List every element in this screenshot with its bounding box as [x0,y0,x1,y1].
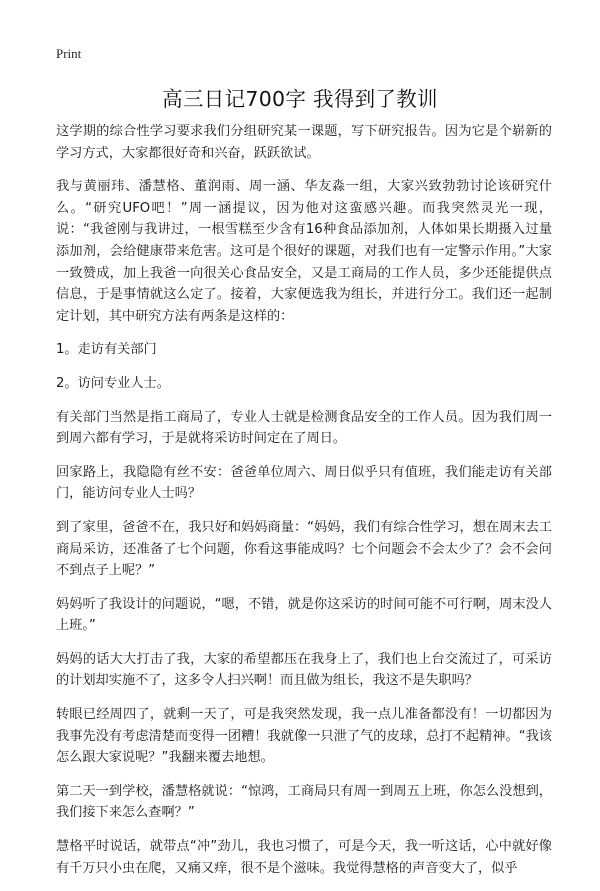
print-link[interactable]: Print [56,46,82,61]
paragraph: 我与黄丽玮、潘慧格、董润雨、周一涵、华友淼一组，大家兴致勃勃讨论该研究什么。“研究UFO吧！”周一涵提议，因为他对这蛮感兴趣。而我突然灵光一现，说：“我爸刚与我讲过，一根雪糕至少含有16种食品添加剂，人体如果长期摄入过量添加剂，会给健康带来危害。这可是个很好的课题，对我们也有一定警示作用。”大家一致赞成，加上我爸一向很关心食品安全，又是工商局的工作人员，多少还能提供点信息，于是事情就这么定了。接着，大家便选我为组长，并进行分工。我们还一起制定计划，其中研究方法有两条是这样的： [56,179,552,324]
article-body [56,121,552,891]
paragraph: 慧格平时说话，就带点“冲”劲儿，我也习惯了，可是今天，我一听这话，心中就好像有千万只小虫在爬，又痛又痒，很不是个滋味。我觉得慧格的声音变大了，似乎 [56,839,552,876]
paragraph: 妈妈的话大大打击了我，大家的希望都压在我身上了，我们也上台交流过了，可采访的计划却实施不了，这多令人扫兴啊！而且做为组长，我这不是失职吗？ [56,651,552,689]
paragraph: 转眼已经周四了，就剩一天了，可是我突然发现，我一点儿准备都没有！一切都因为我事先没有考虑清楚而变得一团糟！我就像一只泄了气的皮球，总打不起精神。“我该怎么跟大家说呢？”我翻来覆去地想。 [56,707,552,766]
paragraph: 第二天一到学校，潘慧格就说：“惊鸿，工商局只有周一到周五上班，你怎么没想到，我们接下来怎么查啊？” [56,783,552,821]
paragraph: 1。走访有关部门 [56,342,157,358]
article-title: 高三日记700字 我得到了教训 [162,87,438,111]
paragraph: 妈妈听了我设计的问题说，“嗯，不错，就是你这采访的时间可能不可行啊，周末没人上班。” [56,596,552,634]
paragraph: 到了家里，爸爸不在，我只好和妈妈商量：“妈妈，我们有综合性学习，想在周末去工商局采访，还准备了七个问题，你看这事能成吗？七个问题会不会太少了？会不会问不到点子上呢？” [56,519,552,579]
paragraph: 2。访问专业人士。 [56,375,170,391]
paragraph: 这学期的综合性学习要求我们分组研究某一课题，写下研究报告。因为它是个崭新的学习方式，大家都很好奇和兴奋，跃跃欲试。 [56,124,552,161]
paragraph: 有关部门当然是指工商局了，专业人士就是检测食品安全的工作人员。因为我们周一到周六都有学习，于是就将采访时间定在了周日。 [56,409,552,447]
paragraph: 回家路上，我隐隐有丝不安：爸爸单位周六、周日似乎只有值班，我们能走访有关部门，能访问专业人士吗？ [56,464,552,502]
